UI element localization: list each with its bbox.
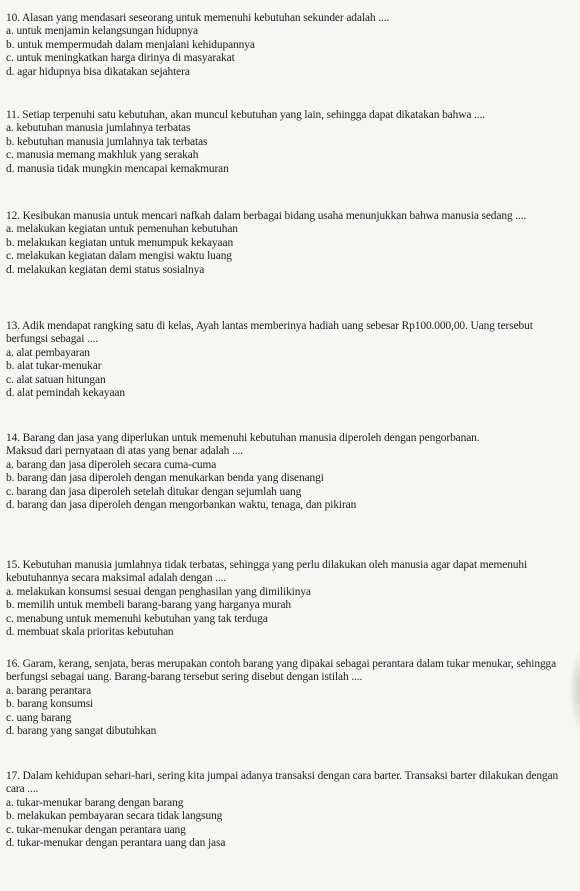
option-b: b. barang konsumsi (6, 698, 94, 711)
option-b: b. melakukan pembayaran secara tidak langsung (6, 810, 223, 823)
option-a: a. untuk menjamin kelangsungan hidupnya (6, 25, 198, 38)
question-subtext: Maksud dari pernyataan di atas yang benar adalah .... (6, 445, 243, 458)
question-13 (6, 320, 572, 400)
question-stem: 12. Kesibukan manusia untuk mencari nafkah dalam berbagai bidang usaha menunjukkan bahwa manusia sedang .... (6, 210, 527, 222)
option-d: d. tukar-menukar dengan perantara uang dan jasa (6, 837, 226, 850)
option-b: b. kebutuhan manusia jumlahnya tak terbatas (6, 135, 208, 148)
option-a: a. tukar-menukar barang dengan barang (6, 796, 184, 809)
question-17 (6, 770, 572, 850)
option-b: b. untuk mempermudah dalam menjalani kehidupannya (6, 38, 255, 51)
option-c: c. menabung untuk memenuhi kebutuhan yang tak terduga (6, 612, 268, 625)
option-d: d. agar hidupnya bisa dikatakan sejahtera (6, 65, 190, 78)
option-c: c. uang barang (6, 711, 72, 724)
option-c: c. tukar-menukar dengan perantara uang (6, 823, 186, 836)
option-d: d. membuat skala prioritas kebutuhan (6, 626, 174, 639)
option-b: b. melakukan kegiatan untuk menumpuk kekayaan (6, 236, 234, 249)
option-list (6, 347, 572, 401)
question-16 (6, 658, 572, 738)
option-c: c. alat satuan hitungan (6, 373, 106, 386)
option-d: d. barang yang sangat dibutuhkan (6, 725, 157, 738)
option-a: a. alat pembayaran (6, 346, 90, 359)
option-d: d. manusia tidak mungkin mencapai kemakmuran (6, 162, 229, 175)
option-c: c. barang dan jasa diperoleh setelah ditukar dengan sejumlah uang (6, 485, 302, 498)
option-list (6, 685, 572, 739)
option-list (6, 122, 572, 176)
option-list (6, 459, 572, 513)
question-12 (6, 210, 572, 277)
option-c: c. untuk meningkatkan harga dirinya di masyarakat (6, 52, 235, 65)
question-stem: 14. Barang dan jasa yang diperlukan untuk memenuhi kebutuhan manusia diperoleh dengan pengorbanan. (6, 432, 480, 444)
question-stem: 10. Alasan yang mendasari seseorang untuk memenuhi kebutuhan sekunder adalah .... (6, 12, 390, 24)
option-a: a. barang perantara (6, 684, 92, 697)
option-list (6, 223, 572, 277)
question-stem: 13. Adik mendapat rangking satu di kelas, Ayah lantas memberinya hadiah uang sebesar Rp100.000,00. Uang tersebut berfungsi sebagai .... (6, 320, 533, 346)
option-b: b. alat tukar-menukar (6, 360, 102, 373)
option-a: a. melakukan kegiatan untuk pemenuhan kebutuhan (6, 223, 238, 236)
option-list (6, 25, 572, 79)
question-stem: 17. Dalam kehidupan sehari-hari, sering kita jumpai adanya transaksi dengan cara barter. Transaksi barter dilakukan dengan cara .... (6, 770, 559, 796)
question-14 (6, 432, 572, 512)
question-stem: 15. Kebutuhan manusia jumlahnya tidak terbatas, sehingga yang perlu dilakukan oleh manusia agar dapat memenuhi kebutuhannya secara maksimal adalah dengan .... (6, 559, 528, 585)
option-list (6, 586, 572, 640)
option-d: d. barang dan jasa diperoleh dengan mengorbankan waktu, tenaga, dan pikiran (6, 499, 357, 512)
question-stem: 11. Setiap terpenuhi satu kebutuhan, akan muncul kebutuhan yang lain, sehingga dapat dikatakan bahwa .... (6, 109, 486, 121)
question-15 (6, 559, 572, 639)
option-b: b. memilih untuk membeli barang-barang yang harganya murah (6, 599, 291, 612)
question-10 (6, 12, 572, 79)
option-c: c. melakukan kegiatan dalam mengisi waktu luang (6, 250, 232, 263)
option-d: d. melakukan kegiatan demi status sosialnya (6, 263, 205, 276)
option-d: d. alat pemindah kekayaan (6, 387, 125, 400)
option-a: a. melakukan konsumsi sesuai dengan penghasilan yang dimilikinya (6, 585, 311, 598)
option-b: b. barang dan jasa diperoleh dengan menukarkan benda yang disenangi (6, 472, 324, 485)
option-a: a. kebutuhan manusia jumlahnya terbatas (6, 122, 191, 135)
option-a: a. barang dan jasa diperoleh secara cuma-cuma (6, 458, 217, 471)
question-stem: 16. Garam, kerang, senjata, beras merupakan contoh barang yang dipakai sebagai perantara dalam tukar menukar, sehingga berfungsi sebagai uang. Barang-barang tersebut sering disebut dengan istilah .... (6, 658, 557, 684)
option-list (6, 797, 572, 851)
question-11 (6, 109, 572, 176)
option-c: c. manusia memang makhluk yang serakah (6, 149, 199, 162)
